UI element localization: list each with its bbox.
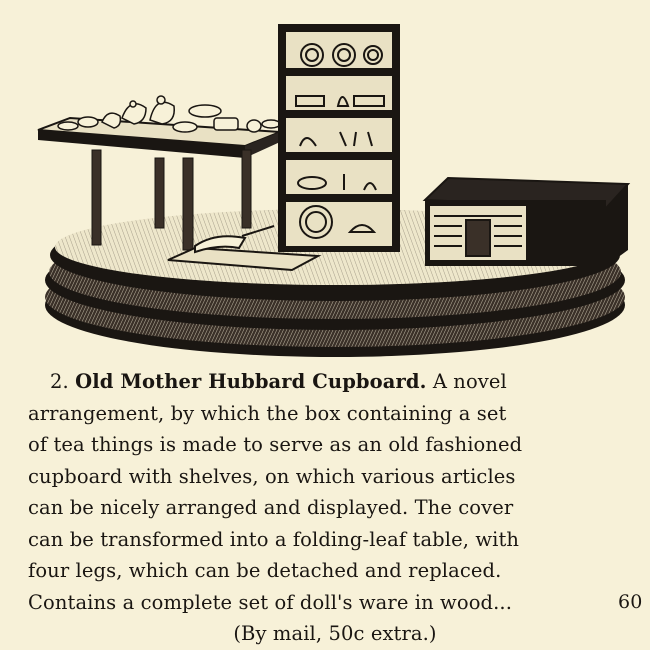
caption-line-4: cupboard with shelves, on which various articles <box>28 464 516 488</box>
caption-line-3: of tea things is made to serve as an old fashioned <box>28 433 523 456</box>
caption-line-8-text: Contains a complete set of doll's ware in wood... <box>28 590 513 614</box>
caption-line-1 <box>28 366 628 398</box>
caption-line-5: can be nicely arranged and displayed. The cover <box>28 496 514 519</box>
caption-line-8 <box>28 587 643 619</box>
cupboard <box>278 24 400 252</box>
price: 60 <box>618 590 643 613</box>
tea-table <box>38 96 280 250</box>
caption-line-6: can be transformed into a folding-leaf table, with <box>28 527 520 551</box>
item-title: Old Mother Hubbard Cupboard. <box>75 370 427 393</box>
item-number: 2. <box>50 370 69 393</box>
caption-line-7: four legs, which can be detached and replaced. <box>28 559 502 582</box>
caption-line-1-rest: A novel <box>432 370 507 393</box>
product-description <box>28 366 643 650</box>
caption-line-2: arrangement, by which the box containing a set <box>28 401 507 425</box>
mail-note: (By mail, 50c extra.) <box>233 622 437 645</box>
tea-box <box>425 178 628 266</box>
